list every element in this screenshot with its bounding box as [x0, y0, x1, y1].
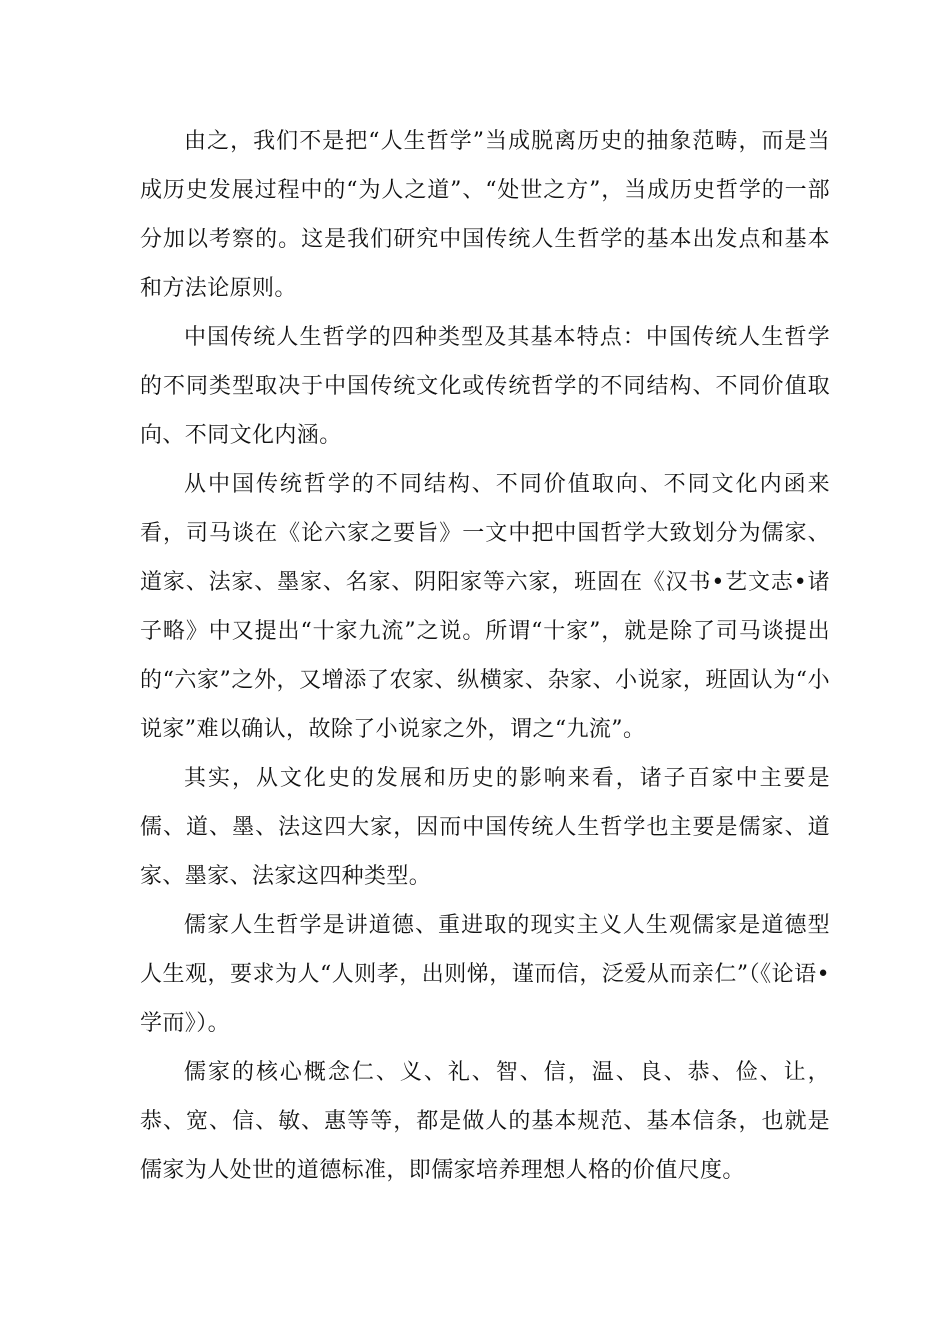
paragraph: 儒家的核心概念仁、义、礼、智、信，温、良、恭、俭、让，恭、宽、信、敏、惠等等，都是做人的基本规范、基本信条，也就是儒家为人处世的道德标准，即儒家培养理想人格的价值尺度。 — [140, 1060, 830, 1183]
paragraph: 由之，我们不是把“人生哲学”当成脱离历史的抽象范畴，而是当成历史发展过程中的“为人之道”、“处世之方”，当成历史哲学的一部分加以考察的。这是我们研究中国传统人生哲学的基本出发点和基本和方法论原则。 — [140, 129, 830, 301]
paragraph: 中国传统人生哲学的四种类型及其基本特点：中国传统人生哲学的不同类型取决于中国传统文化或传统哲学的不同结构、不同价值取向、不同文化内涵。 — [140, 325, 830, 448]
body-text — [140, 117, 830, 1195]
paragraph: 从中国传统哲学的不同结构、不同价值取向、不同文化内函来看，司马谈在《论六家之要旨》一文中把中国哲学大致划分为儒家、道家、法家、墨家、名家、阴阳家等六家，班固在《汉书•艺文志•诸子略》中又提出“十家九流”之说。所谓“十家”，就是除了司马谈提出的“六家”之外，又增添了农家、纵横家、杂家、小说家，班固认为“小说家”难以确认，故除了小说家之外，谓之“九流”。 — [140, 472, 830, 742]
paragraph: 其实，从文化史的发展和历史的影响来看，诸子百家中主要是儒、道、墨、法这四大家，因而中国传统人生哲学也主要是儒家、道家、墨家、法家这四种类型。 — [140, 766, 830, 889]
paragraph: 儒家人生哲学是讲道德、重进取的现实主义人生观儒家是道德型人生观，要求为人“人则孝，出则悌，谨而信，泛爱从而亲仁”（《论语•学而》）。 — [140, 913, 830, 1036]
